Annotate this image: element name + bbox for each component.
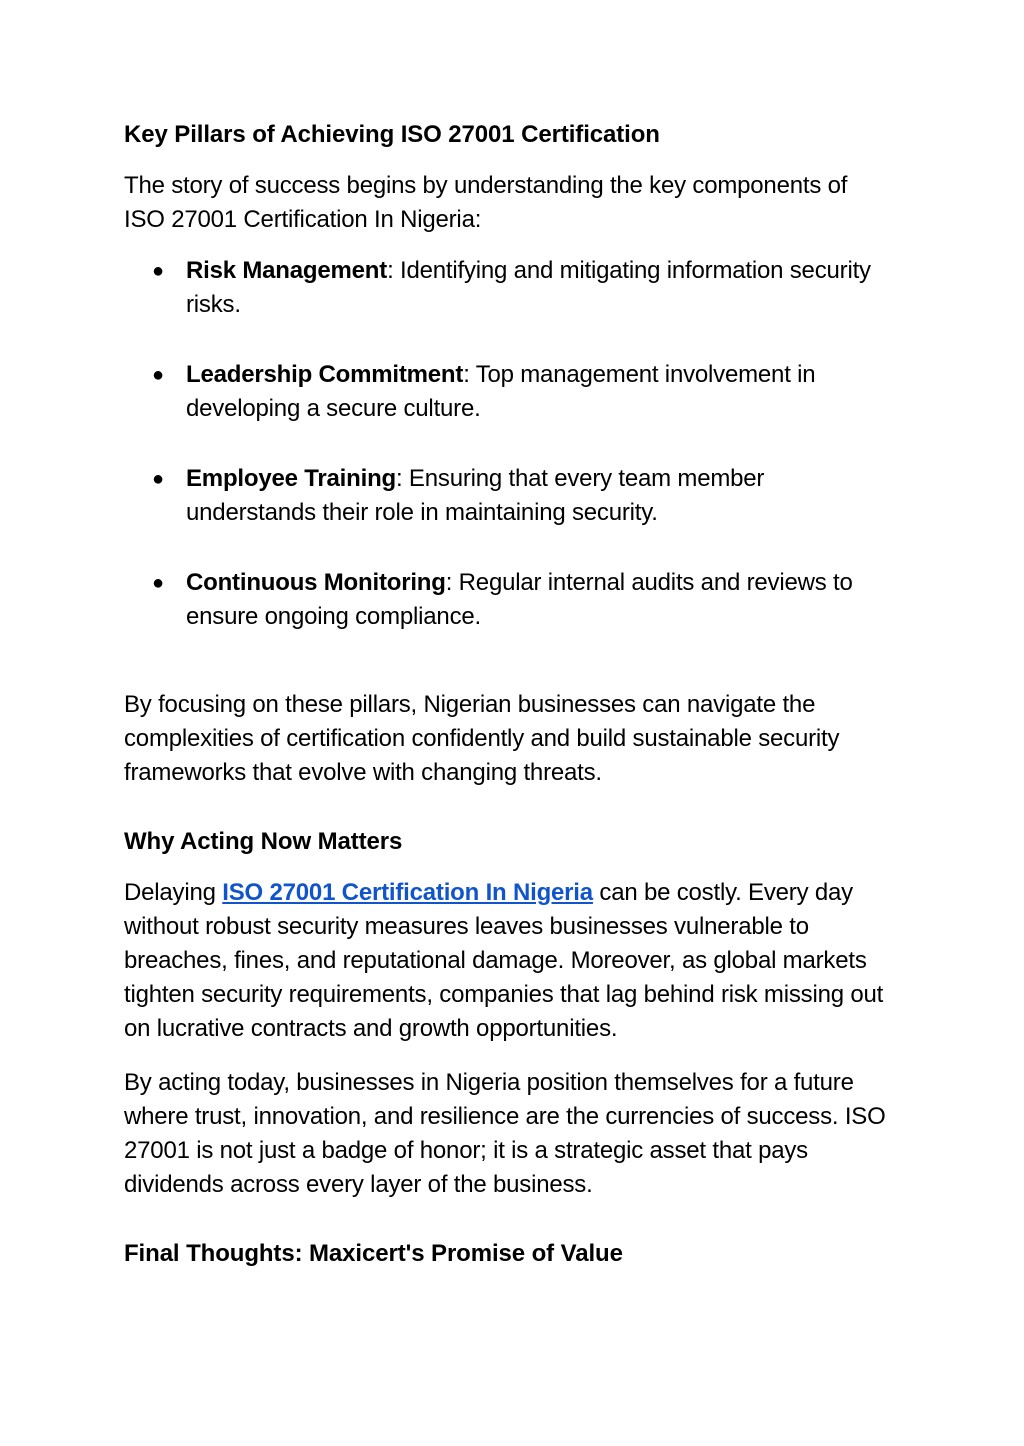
bullet-icon: ● (152, 572, 164, 594)
bullet-icon: ● (152, 468, 164, 490)
list-item-employee-training (124, 462, 894, 530)
heading-final-thoughts: Final Thoughts: Maxicert's Promise of Value (124, 1240, 623, 1267)
list-item-continuous-monitoring (124, 566, 894, 634)
document-content (124, 118, 894, 1271)
delaying-paragraph (124, 876, 894, 1046)
heading-key-pillars: Key Pillars of Achieving ISO 27001 Certification (124, 121, 660, 148)
bullet-icon: ● (152, 364, 164, 386)
delaying-text-before: Delaying (124, 879, 223, 906)
pillars-list (124, 254, 894, 634)
intro-paragraph: The story of success begins by understanding the key components of ISO 27001 Certification In Nigeria: (124, 172, 848, 233)
iso-certification-link[interactable]: ISO 27001 Certification In Nigeria (222, 879, 593, 906)
acting-today-paragraph: By acting today, businesses in Nigeria position themselves for a future where trust, innovation, and resilience are the currencies of success. ISO 27001 is not just a badge of honor; it is a strategic asset that pays dividends across every layer of the business. (124, 1069, 886, 1198)
pillar-description: : Regular internal audits and reviews to ensure ongoing compliance. (186, 569, 853, 630)
pillar-description: : Top management involvement in developing a secure culture. (186, 361, 816, 422)
list-item-risk-management (124, 254, 894, 322)
pillar-term: Employee Training (186, 465, 396, 492)
list-item-leadership-commitment (124, 358, 894, 426)
bullet-icon: ● (152, 260, 164, 282)
pillar-description: : Identifying and mitigating information security risks. (186, 257, 871, 318)
heading-why-acting-now: Why Acting Now Matters (124, 828, 403, 855)
pillar-term: Leadership Commitment (186, 361, 464, 388)
delaying-text-after: can be costly. Every day without robust security measures leaves businesses vulnerable to breaches, fines, and reputational damage. Moreover, as global markets tighten security requirements, companies that lag behind risk missing out on lucrative contracts and growth opportunities. (124, 879, 884, 1042)
pillar-description: : Ensuring that every team member understands their role in maintaining security. (186, 465, 765, 526)
pillar-term: Risk Management (186, 257, 388, 284)
summary-paragraph: By focusing on these pillars, Nigerian businesses can navigate the complexities of certification confidently and build sustainable security frameworks that evolve with changing threats. (124, 691, 840, 786)
pillar-term: Continuous Monitoring (186, 569, 446, 596)
